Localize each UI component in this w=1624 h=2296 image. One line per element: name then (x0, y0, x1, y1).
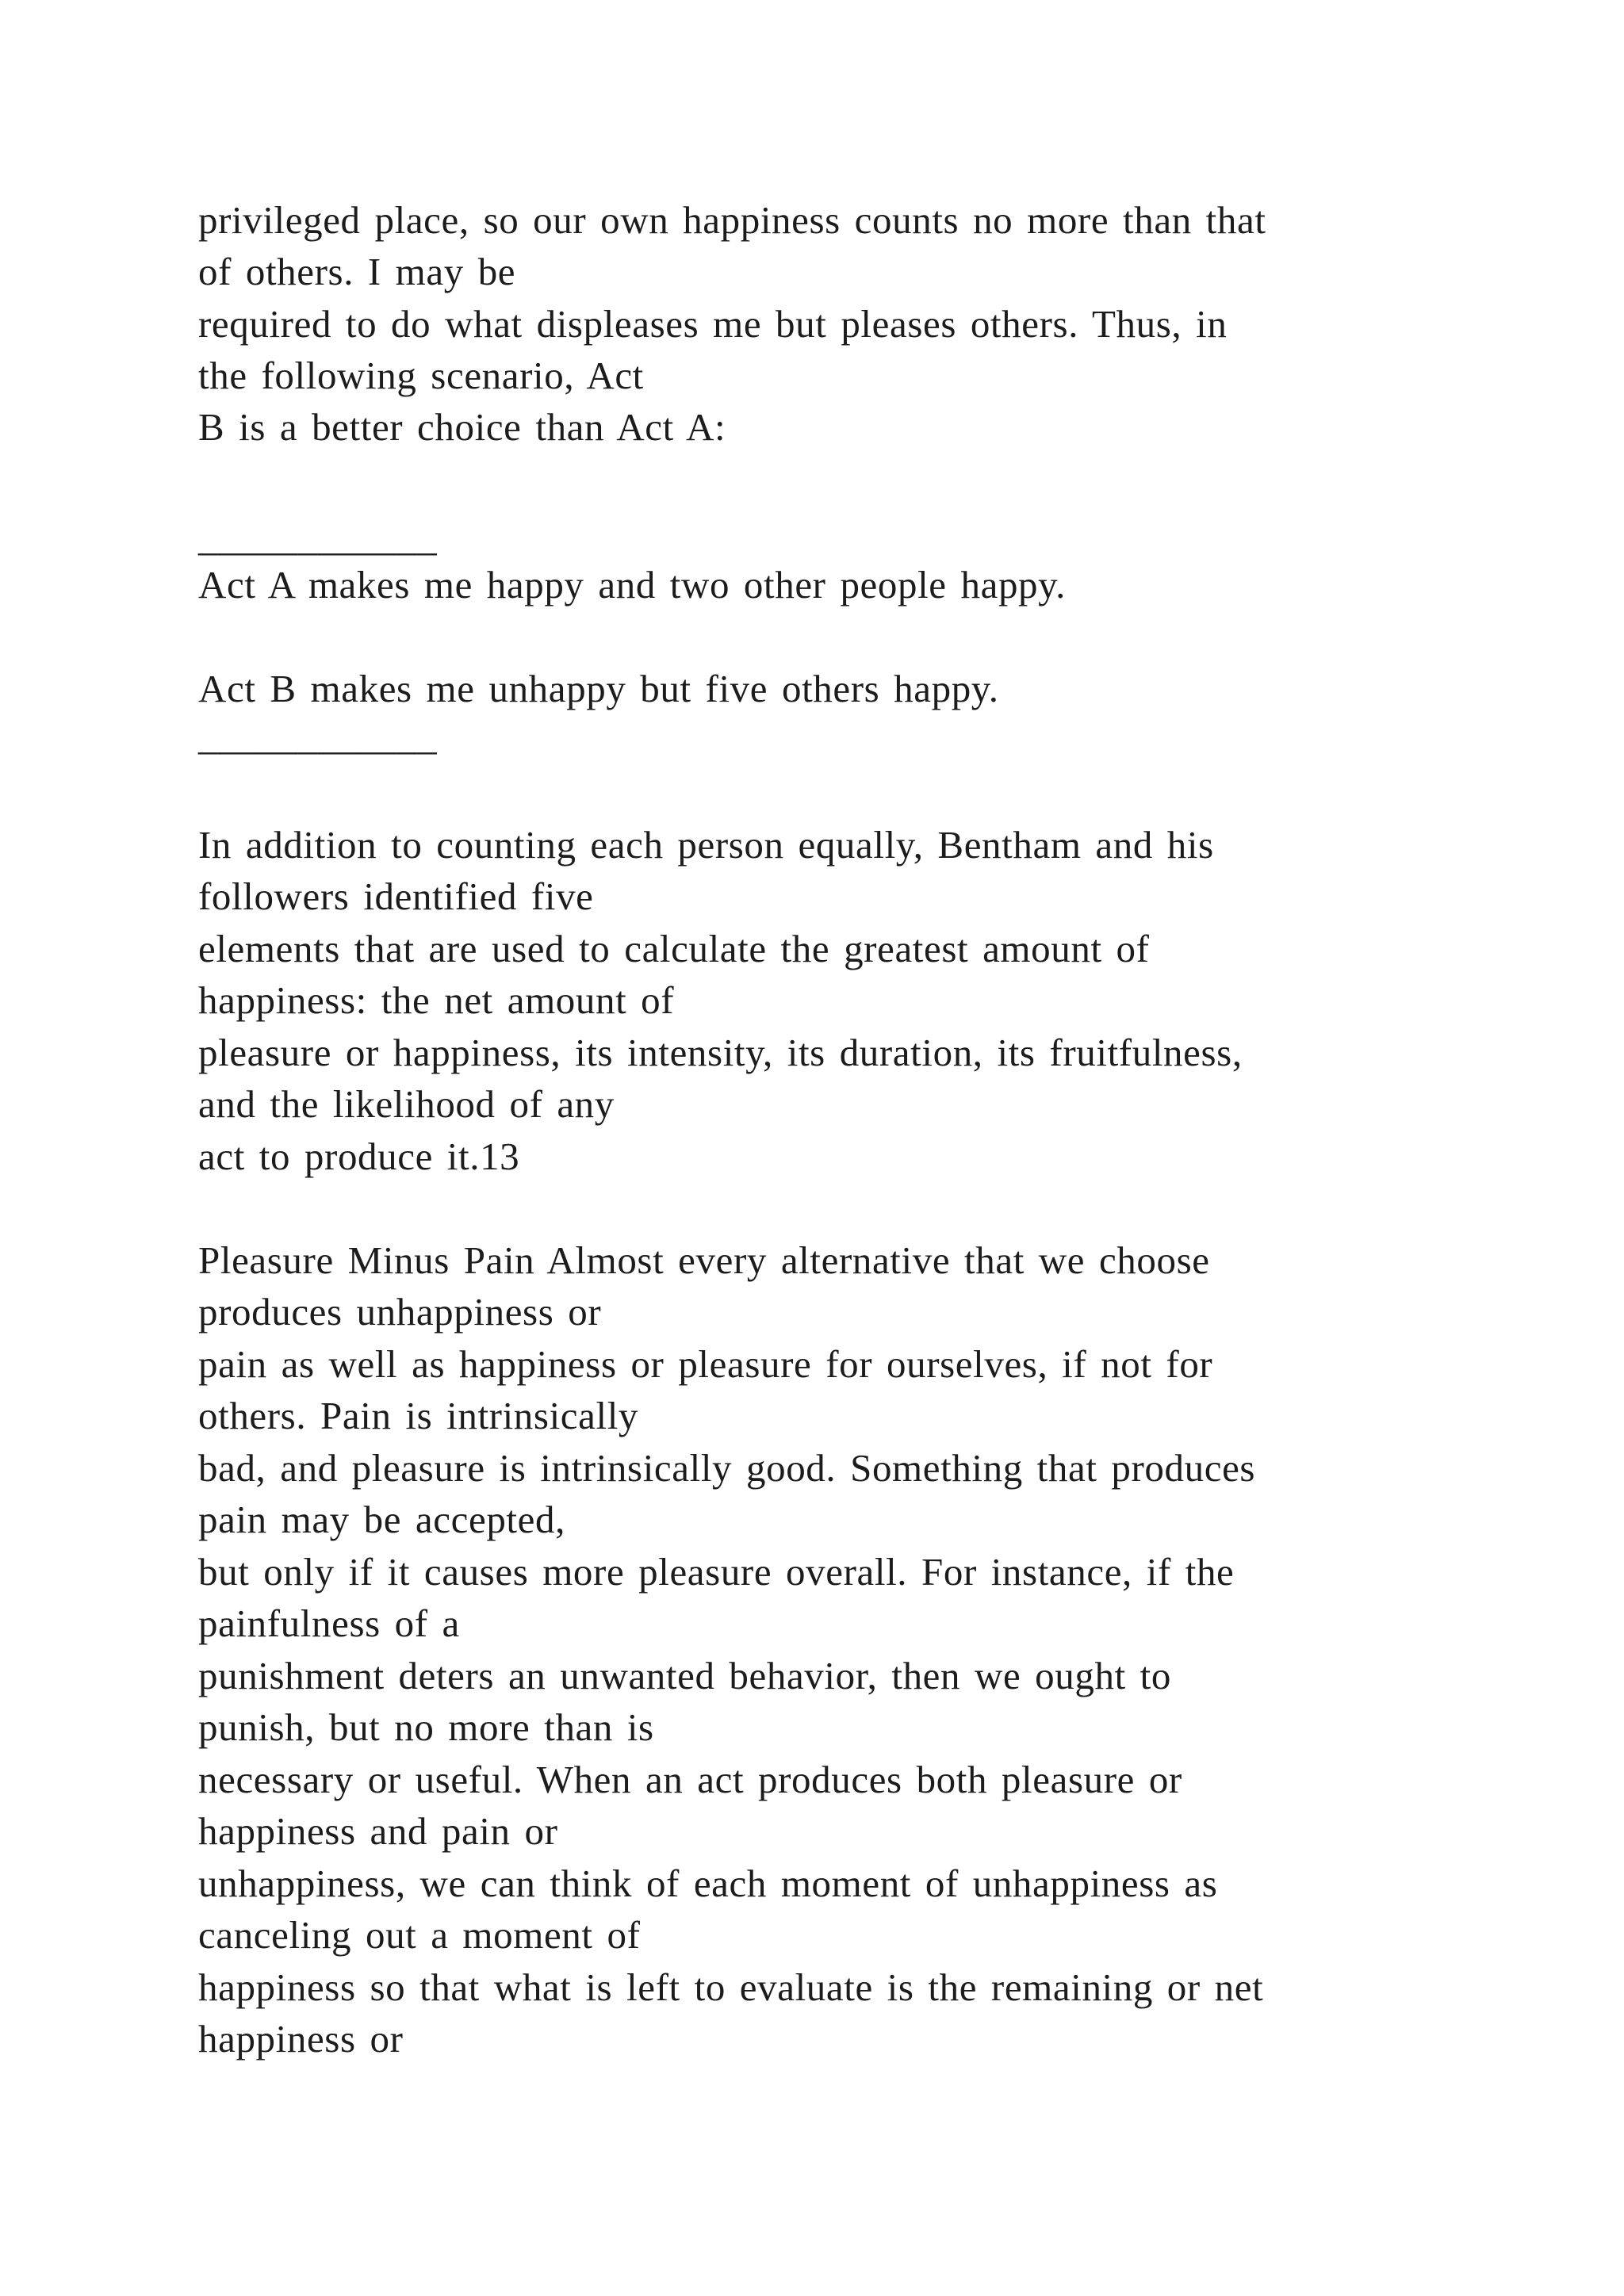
text-line: followers identified five (198, 874, 594, 918)
text-line: pain as well as happiness or pleasure for ourselves, if not for (198, 1342, 1213, 1386)
separator-line: ____________ (198, 714, 438, 758)
text-line: elements that are used to calculate the greatest amount of (198, 927, 1150, 970)
text-line: Pleasure Minus Pain Almost every alternative that we choose (198, 1238, 1210, 1282)
text-line: B is a better choice than Act A: (198, 405, 726, 449)
text-line: Act A makes me happy and two other people happy. (198, 563, 1066, 607)
text-line: happiness or (198, 2017, 404, 2061)
text-line: unhappiness, we can think of each moment of unhappiness as (198, 1862, 1218, 1905)
text-line: pain may be accepted, (198, 1498, 565, 1541)
text-line: act to produce it.13 (198, 1135, 520, 1178)
text-line: others. Pain is intrinsically (198, 1394, 639, 1437)
text-line: the following scenario, Act (198, 354, 644, 397)
text-line: painfulness of a (198, 1601, 460, 1645)
text-line: but only if it causes more pleasure overall. For instance, if the (198, 1550, 1235, 1594)
text-line: produces unhappiness or (198, 1290, 602, 1334)
text-line: bad, and pleasure is intrinsically good. Something that produces (198, 1446, 1256, 1490)
text-line: happiness so that what is left to evaluate is the remaining or net (198, 1965, 1264, 2009)
text-line: canceling out a moment of (198, 1913, 641, 1957)
text-line: necessary or useful. When an act produces both pleasure or (198, 1758, 1182, 1801)
text-line: punishment deters an unwanted behavior, then we ought to (198, 1654, 1171, 1697)
text-line: punish, but no more than is (198, 1705, 654, 1749)
text-line: required to do what displeases me but pleases others. Thus, in (198, 302, 1228, 346)
text-line: of others. I may be (198, 250, 516, 293)
text-line: Act B makes me unhappy but five others happy. (198, 667, 999, 710)
text-line: pleasure or happiness, its intensity, its duration, its fruitfulness, (198, 1031, 1243, 1074)
text-line: privileged place, so our own happiness counts no more than that (198, 198, 1266, 242)
separator-line: ____________ (198, 515, 438, 559)
text-line: In addition to counting each person equally, Bentham and his (198, 823, 1214, 867)
text-line: and the likelihood of any (198, 1082, 615, 1126)
text-line: happiness: the net amount of (198, 978, 675, 1022)
text-line: happiness and pain or (198, 1809, 558, 1853)
